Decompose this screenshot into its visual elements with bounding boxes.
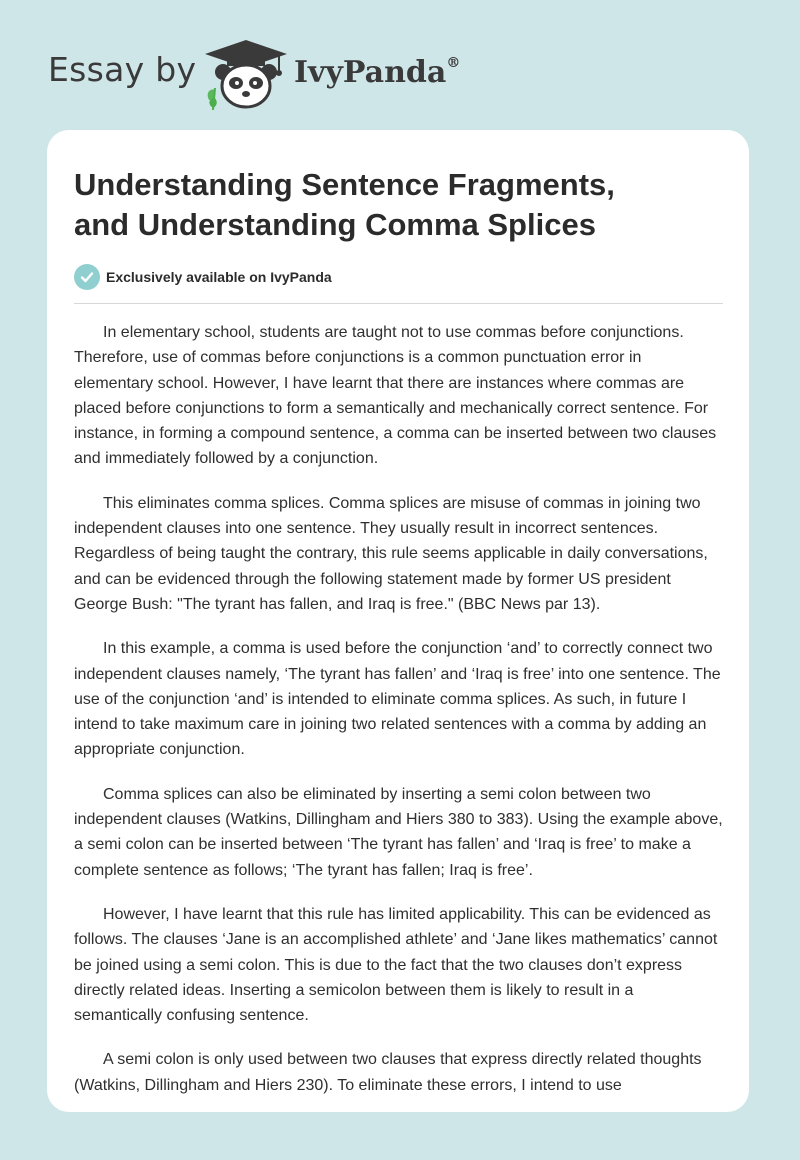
badge-text: Exclusively available on IvyPanda bbox=[106, 269, 332, 285]
title-line-2: and Understanding Comma Splices bbox=[74, 207, 596, 242]
paragraph: However, I have learnt that this rule has limited applicability. This can be evidenced as follows. The clauses ‘Jane is an accomplished athlete’ and ‘Jane likes mathematics’ cannot be joined using a semi colon. This is due to the fact that the two clauses don’t express directly related ideas. Inserting a semicolon between them is likely to result in a semantically confusing sentence. bbox=[74, 905, 718, 1025]
registered-mark: ® bbox=[446, 55, 461, 71]
divider bbox=[74, 303, 723, 304]
paragraph: This eliminates comma splices. Comma splices are misuse of commas in joining two independent clauses into one sentence. They usually result in incorrect sentences. Regardless of being taught the contrary, this rule seems applicable in daily conversations, and can be evidenced through the following statement made by former US president George Bush: "The tyrant has fallen, and Iraq is free." (BBC News par 13). bbox=[74, 494, 708, 613]
exclusive-badge bbox=[74, 264, 332, 290]
site-header bbox=[0, 0, 800, 130]
essay-card bbox=[47, 130, 749, 1112]
check-circle-icon bbox=[74, 264, 100, 290]
essay-body bbox=[74, 320, 724, 1112]
paragraph: A semi colon is only used between two clauses that express directly related thoughts (Watkins, Dillingham and Hiers 230). To eliminate these errors, I intend to use bbox=[74, 1051, 702, 1094]
panda-graduate-icon bbox=[203, 38, 289, 110]
paragraph: In this example, a comma is used before the conjunction ‘and’ to correctly connect two independent clauses namely, ‘The tyrant has fallen’ and ‘Iraq is free’ into one sentence. The use of the conjunction ‘and’ is intended to eliminate comma splices. As such, in future I intend to take maximum care in joining two related sentences with a comma by adding an appropriate conjunction. bbox=[74, 640, 721, 759]
paragraph: Comma splices can also be eliminated by inserting a semi colon between two independent clauses (Watkins, Dillingham and Hiers 380 to 383). Using the example above, a semi colon can be inserted between ‘The tyrant has fallen’ and ‘Iraq is free’ to make a complete sentence as follows; ‘The tyrant has fallen; Iraq is free’. bbox=[74, 785, 723, 879]
brand-text: IvyPanda bbox=[294, 55, 447, 90]
essay-title bbox=[74, 165, 724, 245]
title-line-1: Understanding Sentence Fragments, bbox=[74, 167, 615, 202]
brand-name bbox=[294, 55, 460, 90]
essay-by-label: Essay by bbox=[48, 50, 197, 89]
paragraph: In elementary school, students are taught not to use commas before conjunctions. Therefore, use of commas before conjunctions is a common punctuation error in elementary school. However, I have learnt that there are instances where commas are placed before conjunctions to form a semantically and mechanically correct sentence. For instance, in forming a compound sentence, a comma can be inserted between two clauses and immediately followed by a conjunction. bbox=[74, 324, 717, 468]
